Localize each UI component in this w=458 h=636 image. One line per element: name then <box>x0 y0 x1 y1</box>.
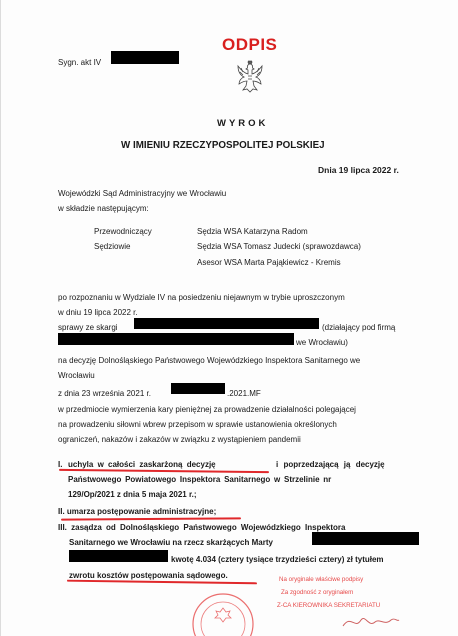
eagle-emblem-icon <box>235 60 265 96</box>
body-line-8: w przedmiocie wymierzenia kary pieniężnej za prowadzenie działalności polegającej <box>58 405 356 414</box>
stamp-line-1: Na oryginale właściwe podpisy <box>279 576 364 583</box>
copy-mark: ODPIS <box>222 35 278 54</box>
body-line-7a: z dnia 23 września 2021 r. <box>58 389 151 398</box>
judges-role: Sędziowie <box>94 242 131 251</box>
ruling-date: Dnia 19 lipca 2022 r. <box>318 165 399 175</box>
document-title: WYROK <box>217 118 269 129</box>
stamp-line-2: Za zgodność z oryginałem <box>281 589 354 596</box>
body-line-2: w dniu 19 lipca 2022 r. <box>58 308 138 317</box>
ruling-1-continuation: i poprzedzającą ją decyzję <box>276 460 385 469</box>
signature-icon <box>341 608 401 634</box>
ruling-1-line-2: Państwowego Powiatowego Inspektora Sanitarnego w Strzelinie nr <box>68 475 332 484</box>
body-line-6: Wrocławiu <box>58 371 95 380</box>
body-line-1: po rozpoznaniu w Wydziale IV na posiedzeniu niejawnym w trybie uproszczonym <box>58 293 345 302</box>
redaction-claimant-name-2 <box>69 550 168 562</box>
body-line-7b: .2021.MF <box>227 389 261 398</box>
ruling-3-line-3: kwotę 4.034 (cztery tysiące trzydzieści cztery) zł tytułem <box>171 555 384 564</box>
ruling-1-line-3: 129/Op/2021 z dnia 5 maja 2021 r.; <box>68 490 197 499</box>
redaction-decision-number <box>171 383 225 394</box>
chair-role: Przewodniczący <box>94 227 152 236</box>
redaction-plaintiff <box>134 318 319 329</box>
ruling-3-line-4: zwrotu kosztów postępowania sądowego. <box>69 571 228 580</box>
body-line-5: na decyzję Dolnośląskiego Państwowego Wojewódzkiego Inspektora Sanitarnego we <box>58 356 361 365</box>
body-line-3a: sprawy ze skargi <box>58 323 118 332</box>
ruling-2: II. umarza postępowanie administracyjne; <box>58 507 217 516</box>
court-composition-label: w składzie następującym: <box>58 204 149 213</box>
chair-name: Sędzia WSA Katarzyna Radom <box>197 227 308 236</box>
body-line-3b: (działający pod firmą <box>322 323 396 332</box>
redaction-case-number <box>111 51 179 64</box>
judge-2-name: Asesor WSA Marta Pająkiewicz - Kremis <box>197 258 341 267</box>
ruling-3-line-2: Sanitarnego we Wrocławiu na rzecz skarżących Marty <box>69 538 273 547</box>
document-subtitle: W IMIENIU RZECZYPOSPOLITEJ POLSKIEJ <box>121 140 325 151</box>
red-underline-1 <box>59 469 269 473</box>
ruling-1-highlight: uchyla w całości zaskarżoną decyzję <box>68 460 216 469</box>
court-name: Wojewódzki Sąd Administracyjny we Wrocławiu <box>58 189 227 198</box>
redaction-claimant-name <box>312 532 419 545</box>
stamp-line-3: Z-CA KIEROWNIKA SEKRETARIATU <box>277 602 381 609</box>
red-underline-2 <box>61 517 241 520</box>
judge-1-name: Sędzia WSA Tomasz Judecki (sprawozdawca) <box>197 242 361 251</box>
redaction-company <box>58 333 294 345</box>
body-line-10: ograniczeń, nakazów i zakazów w związku z wystąpieniem pandemii <box>58 435 301 444</box>
body-line-4b: we Wrocławiu) <box>296 338 348 347</box>
ruling-3-line-1: III. zasądza od Dolnośląskiego Państwowego Wojewódzkiego Inspektora <box>58 523 346 532</box>
body-line-9: na prowadzeniu siłowni wbrew przepisom w sprawie ustanowienia określonych <box>58 420 337 429</box>
ruling-1-number: I. <box>58 460 63 469</box>
court-seal-icon <box>191 584 255 636</box>
case-number-label: Sygn. akt IV <box>58 58 102 67</box>
